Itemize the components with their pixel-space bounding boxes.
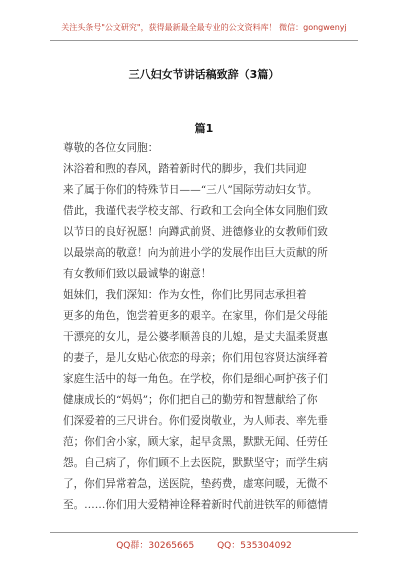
footer-contact (0, 538, 408, 551)
document-title: 三八妇女节讲话稿致辞（3篇） (128, 68, 280, 81)
document-body (63, 138, 351, 516)
header-promo-text: 关注头条号"公文研究"，获得最新最全最专业的公文资料库！ 微信：gongwenyj (61, 23, 347, 32)
paragraph-line: 们深爱着的三尺讲台。你们爱岗敬业，为人师表、率先垂 (63, 415, 328, 427)
footer-qq-number: QQ：535304092 (217, 541, 292, 551)
footer-divider (50, 532, 358, 533)
paragraph-line: 有女教师们致以最诚挚的谢意！ (63, 268, 212, 280)
paragraph-line: 姐妹们，我们深知：作为女性，你们比男同志承担着 (63, 289, 307, 301)
paragraph-line: 以最崇高的敬意！向为前进小学的发展作出巨大贡献的所 (63, 247, 328, 259)
paragraph-line: 了，你们异常着急，送医院，垫药费，虚寒问暖，无微不 (63, 478, 328, 490)
paragraph-line: 怨。自己病了，你们顾不上去医院，默默坚守；而学生病 (63, 457, 328, 469)
paragraph-line: 更多的角色，饱尝着更多的艰辛。在家里，你们是父母能 (63, 310, 328, 322)
paragraph-line: 沐浴着和煦的春风，踏着新时代的脚步，我们共同迎 (63, 163, 307, 175)
paragraph-line: 尊敬的各位女同胞： (63, 142, 159, 154)
paragraph-line: 干漂亮的女儿，是公婆孝顺善良的儿媳，是丈夫温柔贤惠 (63, 331, 328, 343)
header-divider (50, 40, 358, 41)
paragraph-line: 借此，我谨代表学校支部、行政和工会向全体女同胞们致 (63, 205, 328, 217)
paragraph-line: 来了属于你们的特殊节日——“三八”国际劳动妇女节。 (63, 184, 318, 196)
paragraph-line: 家庭生活中的每一角色。在学校，你们是细心呵护孩子们 (63, 373, 328, 385)
paragraph-line: 以节日的良好祝愿！向蹲武前贤、进德修业的女教师们致 (63, 226, 328, 238)
paragraph-line: 健康成长的“妈妈”；你们把自己的勤劳和智慧献给了你 (63, 394, 318, 406)
footer-qq-group: QQ群：30265665 (116, 541, 195, 551)
paragraph-line: 范；你们舍小家，顾大家，起早贪黑，默默无闻、任劳任 (63, 436, 328, 448)
paragraph-line: 的妻子，是儿女贴心依恋的母亲；你们用包容贤达演绎着 (63, 352, 328, 364)
section-heading: 篇1 (194, 122, 214, 135)
paragraph-line: 至。……你们用大爱精神诠释着新时代前进铁军的师德情 (63, 499, 328, 511)
